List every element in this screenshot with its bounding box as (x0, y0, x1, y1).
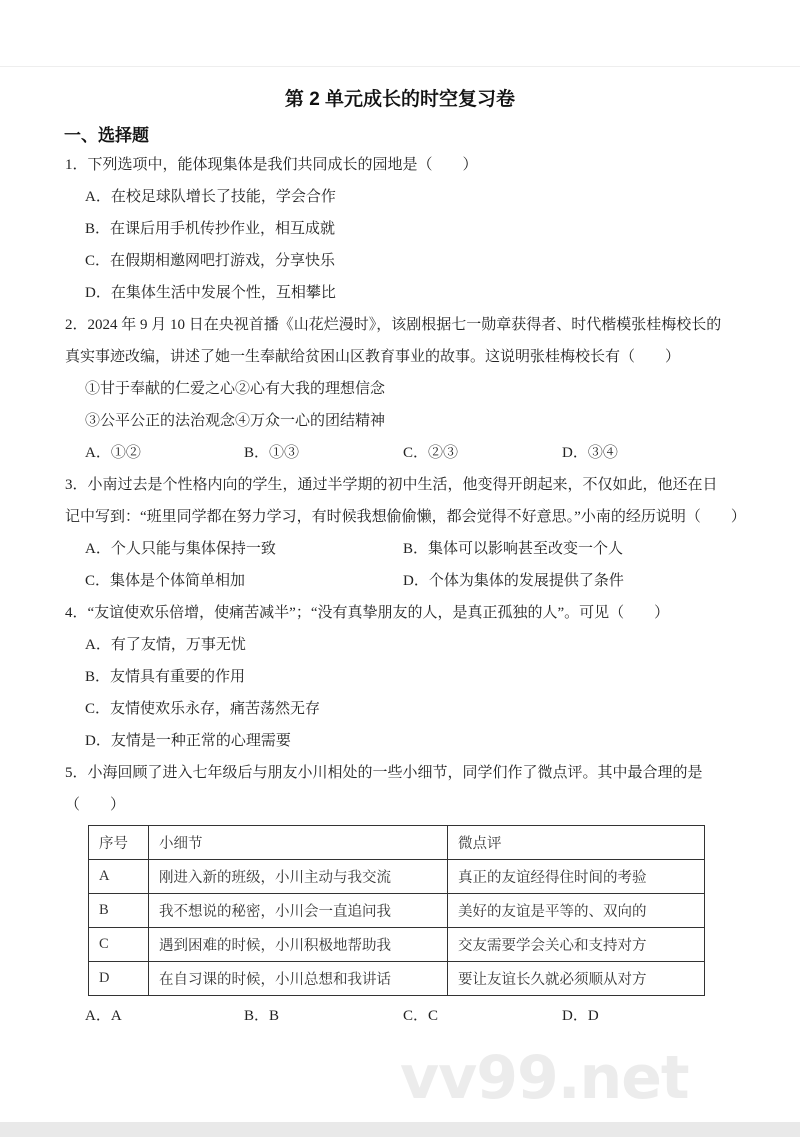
questions (65, 149, 745, 1032)
question-stem: 4．“友谊使欢乐倍增，使痛苦减半”；“没有真挚朋友的人，是真正孤独的人”。可见（ ） (65, 605, 670, 621)
options-row (65, 437, 745, 469)
option-c: C．在假期相邀网吧打游戏，分享快乐 (85, 253, 336, 269)
header-cell: 小细节 (149, 826, 448, 860)
option-a: A．个人只能与集体保持一致 (85, 541, 276, 557)
options-row (65, 565, 745, 597)
option-b: B．集体可以影响甚至改变一个人 (403, 541, 624, 557)
question-stem-cont: 记中写到：“班里同学都在努力学习，有时候我想偷偷懒，都会觉得不好意思。”小南的经历说明（ ） (65, 509, 746, 525)
table-cell: B (89, 894, 149, 928)
option-d: D．个体为集体的发展提供了条件 (403, 573, 624, 589)
statement-items: ①甘于奉献的仁爱之心②心有大我的理想信念 (85, 381, 386, 397)
table-cell: 遇到困难的时候，小川积极地帮助我 (149, 928, 448, 962)
table-row (89, 894, 705, 928)
option-d: D．D (562, 1008, 599, 1024)
table-cell: 要让友谊长久就必须顺从对方 (448, 962, 705, 996)
table-cell: 美好的友谊是平等的、双向的 (448, 894, 705, 928)
option-b: B．①③ (244, 445, 300, 461)
option-c: C．②③ (403, 445, 459, 461)
question-1 (65, 149, 745, 309)
table-cell: C (89, 928, 149, 962)
question-stem: 1．下列选项中，能体现集体是我们共同成长的园地是（ ） (65, 157, 478, 173)
table-row (89, 928, 705, 962)
table-cell: 在自习课的时候，小川总想和我讲话 (149, 962, 448, 996)
statement-items: ③公平公正的法治观念④万众一心的团结精神 (85, 413, 386, 429)
document-title: 第 2 单元成长的时空复习卷 (284, 89, 516, 110)
question-3 (65, 469, 745, 597)
option-a: A．有了友情，万事无忧 (85, 637, 246, 653)
page-bottom-bar (0, 1122, 800, 1137)
header-cell: 序号 (89, 826, 149, 860)
option-a: A．A (85, 1008, 122, 1024)
option-a: A．①② (85, 445, 141, 461)
section-heading: 一、选择题 (64, 126, 149, 145)
option-d: D．友情是一种正常的心理需要 (85, 733, 291, 749)
watermark: vv99.net (400, 1043, 689, 1113)
table-cell: 我不想说的秘密，小川会一直追问我 (149, 894, 448, 928)
question-4 (65, 597, 745, 757)
option-b: B．在课后用手机传抄作业，相互成就 (85, 221, 336, 237)
table-row (89, 860, 705, 894)
question-stem: 2．2024 年 9 月 10 日在央视首播《山花烂漫时》，该剧根据七一勋章获得者、时代楷模张桂梅校长的 (65, 317, 722, 333)
option-a: A．在校足球队增长了技能，学会合作 (85, 189, 336, 205)
option-c: C．友情使欢乐永存，痛苦荡然无存 (85, 701, 321, 717)
option-b: B．友情具有重要的作用 (85, 669, 246, 685)
table-cell: 真正的友谊经得住时间的考验 (448, 860, 705, 894)
options-row (65, 1000, 745, 1032)
option-d: D．③④ (562, 445, 618, 461)
table-cell: A (89, 860, 149, 894)
header-cell: 微点评 (448, 826, 705, 860)
page-top-divider (0, 66, 800, 67)
question-stem: 3．小南过去是个性格内向的学生，通过半学期的初中生活，他变得开朗起来，不仅如此，他还在日 (65, 477, 718, 493)
table-cell: 交友需要学会关心和支持对方 (448, 928, 705, 962)
option-c: C．集体是个体简单相加 (85, 573, 246, 589)
question-5 (65, 757, 745, 1032)
table-cell: D (89, 962, 149, 996)
question-stem-cont: 真实事迹改编，讲述了她一生奉献给贫困山区教育事业的故事。这说明张桂梅校长有（ ） (65, 349, 681, 365)
options-row (65, 533, 745, 565)
option-c: C．C (403, 1008, 439, 1024)
question-2 (65, 309, 745, 469)
table-header-row (89, 826, 705, 860)
details-table (88, 825, 705, 996)
option-b: B．B (244, 1008, 280, 1024)
question-stem: 5．小海回顾了进入七年级后与朋友小川相处的一些小细节，同学们作了微点评。其中最合理的是 (65, 765, 703, 781)
option-d: D．在集体生活中发展个性，互相攀比 (85, 285, 336, 301)
table-cell: 刚进入新的班级，小川主动与我交流 (149, 860, 448, 894)
table-row (89, 962, 705, 996)
question-stem-cont: （ ） (65, 797, 126, 813)
